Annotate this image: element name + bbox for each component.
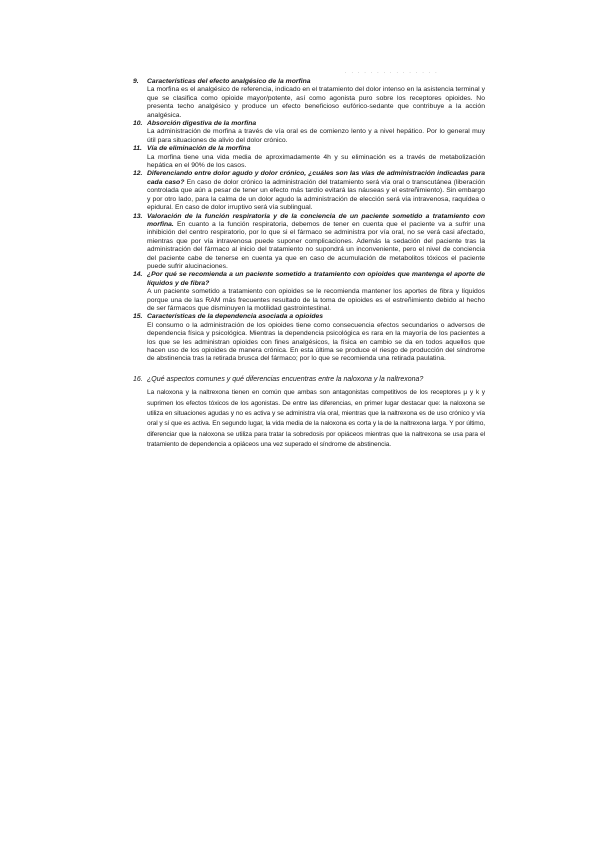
question-16 [133,376,485,451]
question-number: 14. [133,271,143,279]
answer-text: La morfina es el analgésico de referencia, indicado en el tratamiento del dolor intenso en la asistencia terminal y que se clasifica como opioide mayor/potente, así como agonista puro sobre los receptores opioides. No presenta techo analgésico y produce un efecto beneficioso eufórico-sedante que contribuye a la acción analgésica. [147,86,485,119]
question-title [133,376,485,384]
question-heading: Diferenciando entre dolor agudo y dolor crónico, ¿cuáles son las vías de administración indicadas para cada caso? [147,170,485,186]
answer-text: La morfina tiene una vida media de aproximadamente 4h y su eliminación es a través de metabolización hepática en el 90% de los casos. [147,153,485,170]
question-number: 9. [133,78,139,85]
question-12 [133,170,485,212]
answer-text: En caso de dolor crónico la administración del tratamiento será vía oral o transcutánea (liberación controlada que aún a pesar de tener un efecto más tardío evitará las náuseas y el estreñimiento). Sin embargo y por otro lado, para la calma de un dolor agudo la administración de elección será vía intravenosa, raquídea o epidural. En caso de dolor irruptivo será vía sublingual. [147,178,486,212]
question-14 [133,271,485,313]
question-heading: Vía de eliminación de la morfina [147,145,251,153]
question-title [133,120,485,128]
question-9 [133,78,485,120]
question-heading: ¿Por qué se recomienda a un paciente sometido a tratamiento con opioides que mantenga el aporte de líquidos y de fibra? [147,271,485,287]
question-heading: Características de la dependencia asociada a opioides [147,313,324,321]
answer-text: La naloxona y la naltrexona tienen en común que ambas son antagonistas competitivos de los receptores μ y k y suprimen los efectos tóxicos de los agonistas. De entre las diferencias, en primer lugar destacar que: la naloxona se utiliza en situaciones agudas y no es activa y se administra vía oral, mientras que la naltrexona es de uso crónico y vía oral y sí que es activa. En segundo lugar, la vida media de la naloxona es corta y la de la naltrexona larga. Y por último, diferenciar que la naloxona se utiliza para tratar la sobredosis por opiáceos mientras que la naltrexona se usa para el tratamiento de dependencia a opiáceos una vez superado el síndrome de abstinencia. [147,389,485,449]
question-title [133,213,485,272]
answer-text: La administración de morfina a través de vía oral es de comienzo lento y a nivel hepático. Por lo general muy útil para situaciones de alivio del dolor crónico. [147,128,485,144]
question-title [133,313,485,321]
answer-text: En cuanto a la función respiratoria, debemos de tener en cuenta que el paciente va a sufrir una inhibición del centro respiratorio, por lo que si el fármaco se administra por vía oral, no se verá casi afectado, mientras que por vía intravenosa puede suponer complicaciones. Además la sedación del paciente tras la administración del fármaco al inicio del tratamiento no supondrá un inconveniente, pero el nivel de conciencia del paciente cabe de tenerse en cuenta ya que en caso de acumulación de metabolitos tóxicos el paciente puede sufrir alucinaciones. [147,220,485,270]
question-heading: ¿Qué aspectos comunes y qué diferencias encuentras entre la naloxona y la naltrexona? [147,375,424,383]
question-number: 12. [133,170,143,178]
question-number: 13. [133,212,143,220]
question-number: 16. [133,375,143,383]
question-number: 11. [133,145,142,153]
document-content [133,78,485,451]
question-title [133,145,485,153]
question-13 [133,213,485,272]
question-heading: Características del efecto analgésico de la morfina [147,78,311,85]
question-15 [133,313,485,363]
question-heading: Valoración de la función respiratoria y de la conciencia de un paciente sometido a tratamiento con morfina. [147,212,485,228]
question-title [133,170,485,212]
question-title [133,271,485,288]
question-title [133,78,485,86]
answer-text: El consumo o la administración de los opioides tiene como consecuencia efectos secundarios o adversos de dependencia física y psicológica. Mientras la dependencia psicológica es rara en la mayoría de los pacientes a los que se les administran opioides con fines analgésicos, la física en cambio se da en todos aquellos que hacen uso de los opioides de manera crónica. En esta última se produce el riesgo de producción del síndrome de abstinencia tras la retirada brusca del fármaco; por lo que se recomienda una retirada paulatina. [147,321,485,363]
question-number: 10. [133,120,143,128]
answer-text: A un paciente sometido a tratamiento con opioides se le recomienda mantener los aportes de fibra y líquidos porque una de las RAM más frecuentes resultado de la toma de opioides es el estreñimiento debido al hecho de ser fármacos que disminuyen la motilidad gastrointestinal. [147,288,485,312]
question-10 [133,120,485,145]
page-header: · · · · · · · · · · · · · · · [345,70,439,75]
question-number: 15. [133,313,143,321]
question-heading: Absorción digestiva de la morfina [147,120,257,128]
question-11 [133,145,485,170]
